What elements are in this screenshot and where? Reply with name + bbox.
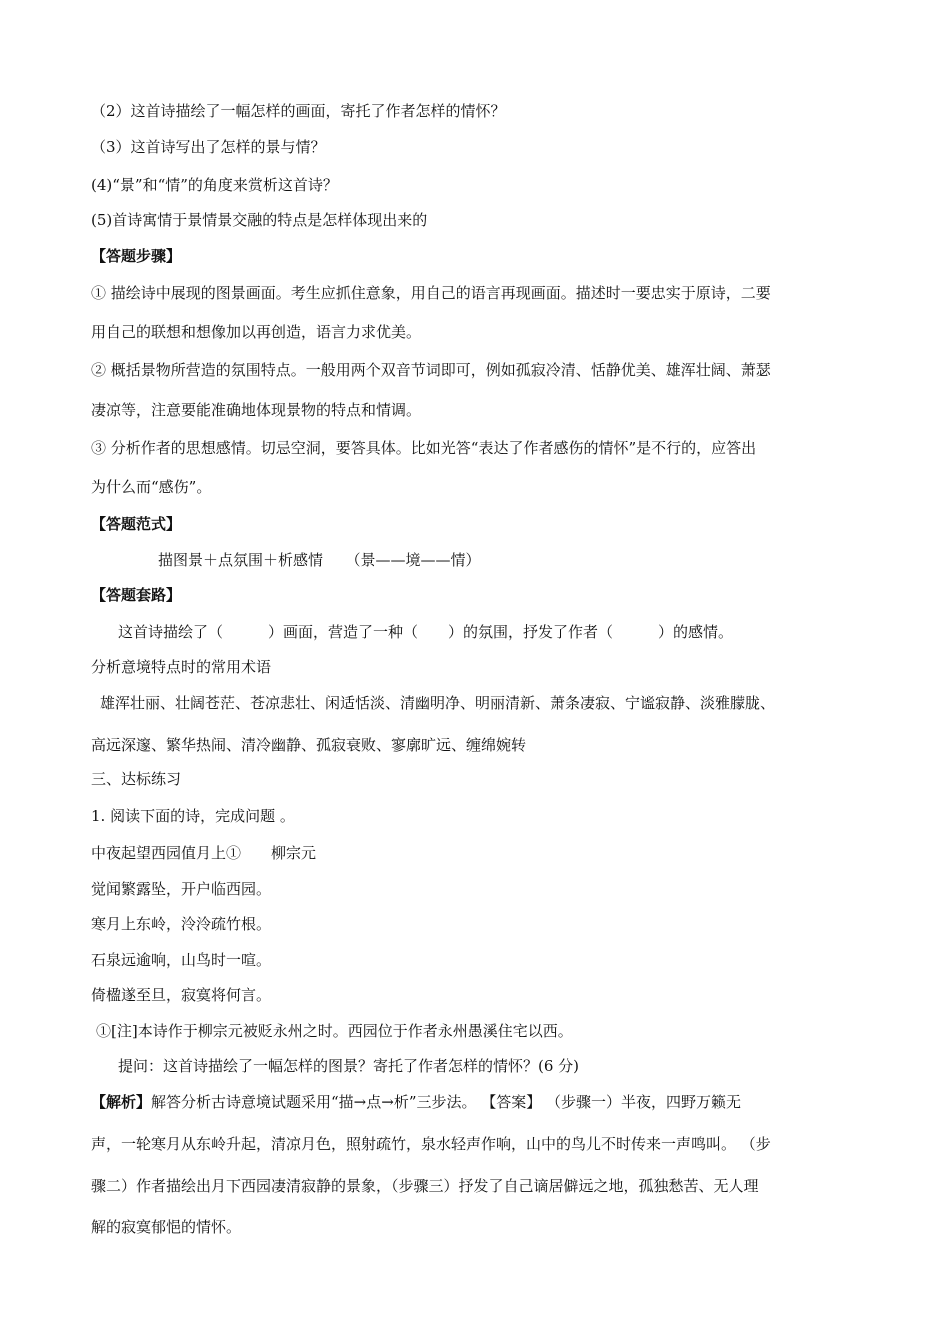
step-2-line-2: 凄凉等，注意要能准确地体现景物的特点和情调。 bbox=[91, 401, 422, 419]
practice-question: 提问：这首诗描绘了一幅怎样的图景？寄托了作者怎样的情怀？(6 分) bbox=[118, 1057, 580, 1075]
steps-heading: 【答题步骤】 bbox=[91, 247, 182, 265]
analysis-text: 解答分析古诗意境试题采用“描→点→析”三步法。 【答案】 （步骤一）半夜，四野万籁无 bbox=[151, 1093, 742, 1111]
step-3-line-1: ③ 分析作者的思想感情。切忌空洞，要答具体。比如光答“表达了作者感伤的情怀”是不行的，应答出 bbox=[91, 439, 757, 457]
poem-note: ①[注]本诗作于柳宗元被贬永州之时。西园位于作者永州愚溪住宅以西。 bbox=[96, 1022, 573, 1040]
terms-heading: 分析意境特点时的常用术语 bbox=[91, 658, 272, 676]
terms-line-1: 雄浑壮丽、壮阔苍茫、苍凉悲壮、闲适恬淡、清幽明净、明丽清新、萧条凄寂、宁谧寂静、淡雅朦胧、 bbox=[100, 694, 776, 712]
format-heading: 【答题范式】 bbox=[91, 515, 182, 533]
analysis-line-1 bbox=[91, 1092, 741, 1112]
analysis-line-4: 解的寂寞郁悒的情怀。 bbox=[91, 1218, 242, 1236]
poem-line: 寒月上东岭，泠泠疏竹根。 bbox=[91, 915, 272, 933]
poem-line: 倚楹遂至旦，寂寞将何言。 bbox=[91, 986, 272, 1004]
analysis-label: 【解析】 bbox=[91, 1093, 152, 1111]
poem-line: 石泉远逾响，山鸟时一喧。 bbox=[91, 951, 272, 969]
practice-task: 1. 阅读下面的诗，完成问题 。 bbox=[91, 807, 295, 825]
format-formula: 描图景＋点氛围＋析感情 （景——境——情） bbox=[158, 551, 481, 569]
practice-heading: 三、达标练习 bbox=[91, 770, 182, 788]
terms-line-2: 高远深邃、繁华热闹、清冷幽静、孤寂衰败、寥廓旷远、缠绵婉转 bbox=[91, 736, 527, 754]
question-2: （2）这首诗描绘了一幅怎样的画面，寄托了作者怎样的情怀？ bbox=[91, 102, 506, 120]
analysis-line-3: 骤二）作者描绘出月下西园凄清寂静的景象，（步骤三）抒发了自己谪居僻远之地，孤独愁苦、无人理 bbox=[91, 1177, 759, 1195]
step-1-line-1: ① 描绘诗中展现的图景画面。考生应抓住意象，用自己的语言再现画面。描述时一要忠实于原诗，二要 bbox=[91, 284, 771, 302]
routine-heading: 【答题套路】 bbox=[91, 586, 182, 604]
step-1-line-2: 用自己的联想和想像加以再创造，语言力求优美。 bbox=[91, 323, 422, 341]
step-3-line-2: 为什么而“感伤”。 bbox=[91, 478, 212, 496]
question-5: (5)首诗寓情于景情景交融的特点是怎样体现出来的 bbox=[91, 211, 428, 229]
poem-line: 觉闻繁露坠，开户临西园。 bbox=[91, 880, 272, 898]
question-3: （3）这首诗写出了怎样的景与情？ bbox=[91, 138, 326, 156]
question-4: (4)“景”和“情”的角度来赏析这首诗？ bbox=[91, 176, 338, 194]
step-2-line-1: ② 概括景物所营造的氛围特点。一般用两个双音节词即可，例如孤寂冷清、恬静优美、雄浑壮阔、萧瑟 bbox=[91, 361, 771, 379]
routine-template: 这首诗描绘了（ ）画面，营造了一种（ ）的氛围，抒发了作者（ ）的感情。 bbox=[118, 623, 734, 641]
analysis-line-2: 声，一轮寒月从东岭升起，清凉月色，照射疏竹，泉水轻声作响，山中的鸟儿不时传来一声鸣叫。 （步 bbox=[91, 1135, 771, 1153]
poem-title: 中夜起望西园值月上① 柳宗元 bbox=[91, 844, 317, 862]
